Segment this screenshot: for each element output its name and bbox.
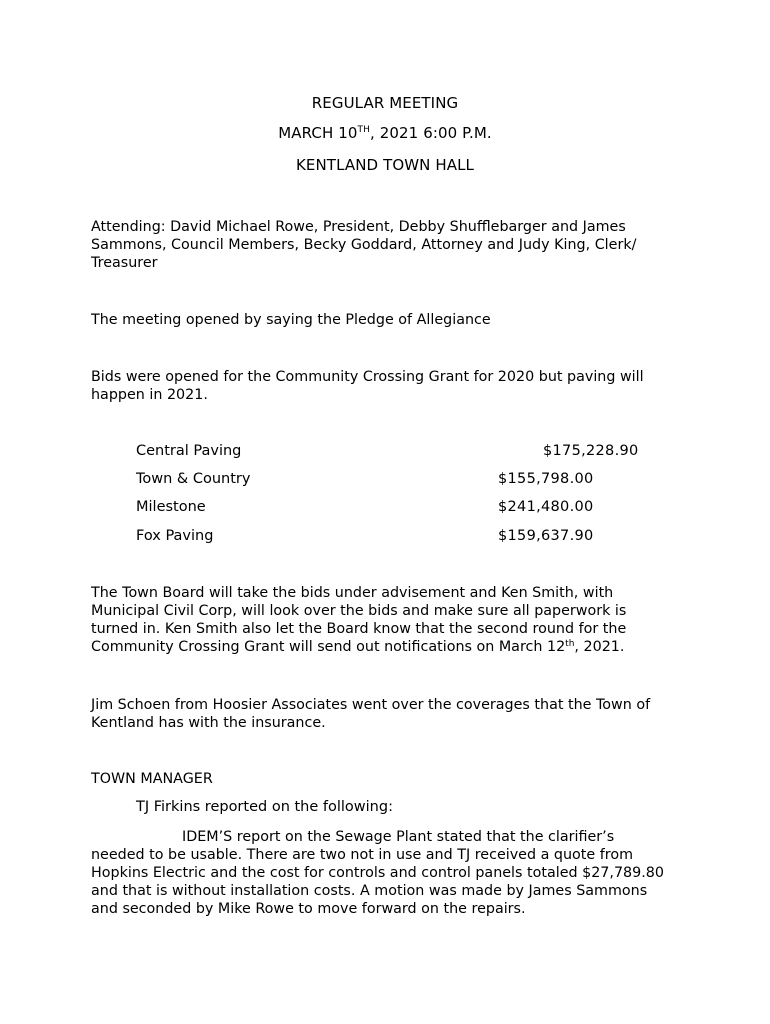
bid-name: Town & Country	[136, 471, 251, 487]
meeting-date-main: MARCH 10	[278, 124, 358, 142]
idem-text: IDEM’S report on the Sewage Plant stated that the clarifier’s needed to be usable. There are two not in use and TJ received a quote from Hopkins Electric and the cost for controls and control panels totaled $27,789.80 and that is without installation costs. A motion was made by James Sammons and seconded by Mike Rowe to move forward on the repairs.	[91, 829, 664, 917]
bid-amount: $159,637.90	[498, 528, 594, 544]
meeting-title: REGULAR MEETING	[311, 94, 459, 112]
bid-name: Milestone	[136, 499, 206, 515]
bid-amount: $241,480.00	[498, 499, 594, 515]
attending-paragraph: Attending: David Michael Rowe, President, Debby Shufflebarger and James Sammons, Council Members, Becky Goddard, Attorney and Judy King, Clerk/ Treasurer	[91, 219, 637, 271]
town-manager-heading: TOWN MANAGER	[91, 771, 213, 787]
meeting-location: KENTLAND TOWN HALL	[295, 156, 475, 174]
bids-intro-paragraph: Bids were opened for the Community Crossing Grant for 2020 but paving will happen in 2021.	[91, 369, 644, 403]
meeting-date-rest: , 2021 6:00 P.M.	[370, 124, 492, 142]
bid-name: Fox Paving	[136, 528, 214, 544]
insurance-paragraph: Jim Schoen from Hoosier Associates went over the coverages that the Town of Kentland has with the insurance.	[91, 697, 651, 731]
advisement-text: The Town Board will take the bids under advisement and Ken Smith, with Municipal Civil Corp, will look over the bids and make sure all paperwork is turned in. Ken Smith also let the Board know that the second round for the Community Crossing Grant will send out notifications on March 12	[91, 585, 627, 655]
meeting-date	[0, 124, 770, 142]
bid-amount: $175,228.90	[543, 443, 639, 459]
advisement-ordinal: th	[565, 639, 575, 649]
advisement-text-end: , 2021.	[574, 639, 625, 655]
bid-name: Central Paving	[136, 443, 242, 459]
tj-reported-line: TJ Firkins reported on the following:	[136, 799, 393, 815]
advisement-paragraph	[91, 584, 661, 656]
pledge-paragraph: The meeting opened by saying the Pledge of Allegiance	[91, 312, 491, 328]
meeting-date-ordinal: TH	[357, 125, 371, 135]
idem-paragraph	[91, 828, 666, 918]
bid-amount: $155,798.00	[498, 471, 594, 487]
